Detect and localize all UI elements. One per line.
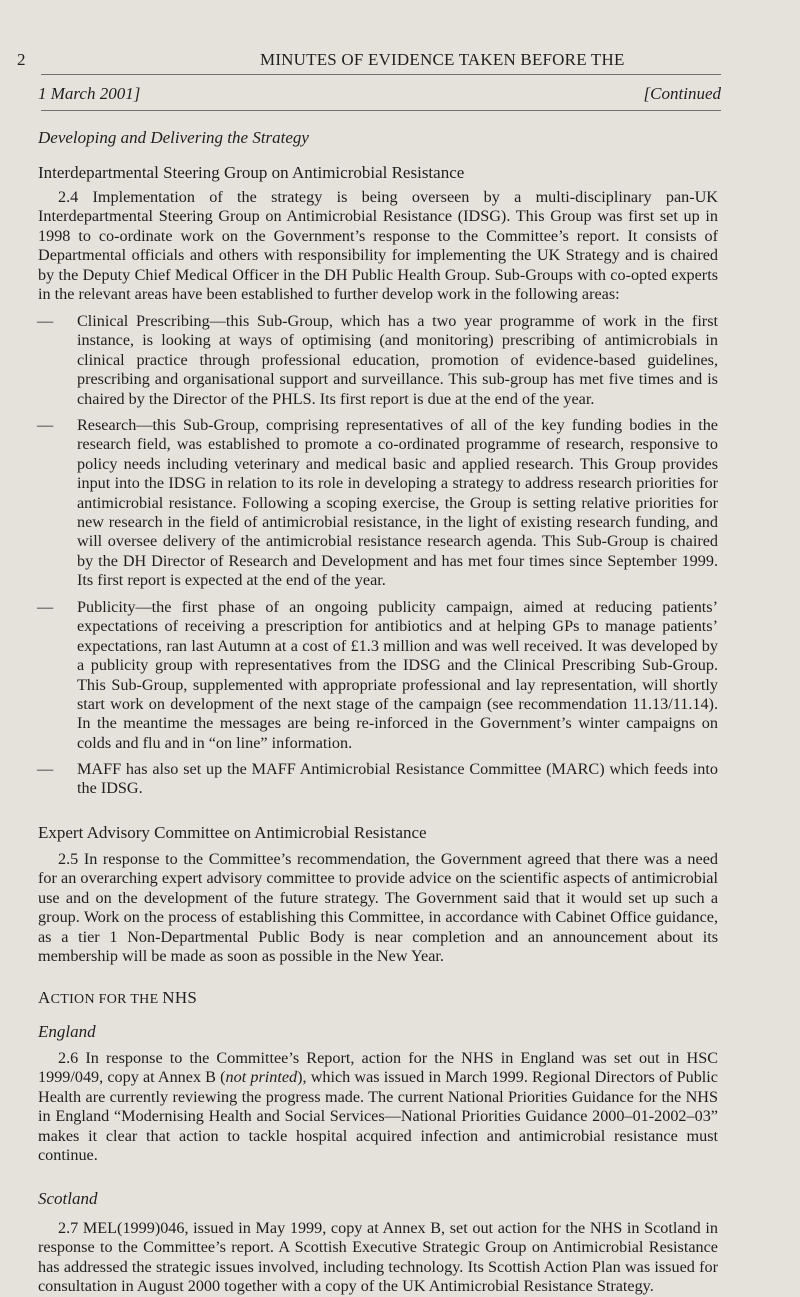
bullet-dash: — [37, 598, 54, 616]
bullet-text: Clinical Prescribing—this Sub-Group, which has a two year programme of work in the first instance, is looking at ways of optimising (and monitoring) prescribing of antimicrobials in clinical practice through professional education, promotion of evidence-based guidelines, prescribing and organisational support and surveillance. This sub-group has met five times and is chaired by the Director of the PHLS. Its first report is due at the end of the year. [77, 312, 718, 408]
date-line [38, 84, 721, 106]
bullet-maff [37, 760, 718, 799]
header-rule-top [41, 74, 721, 75]
bullet-text: Research—this Sub-Group, comprising representatives of all of the key funding bodies in the research field, was established to promote a co-ordinated programme of research, responsive to policy needs including veterinary and medical basic and applied research. This Group provides input into the IDSG in relation to its role in developing a strategy to address research priorities for antimicrobial resistance. Following a scoping exercise, the Group is setting relative priorities for new research in the field of antimicrobial resistance, in the light of existing research funding, and will oversee delivery of the antimicrobial resistance research agenda. This Sub-Group is chaired by the DH Director of Research and Development and has met four times since September 1999. Its first report is expected at the end of the year. [77, 416, 718, 590]
continued-label: [Continued [643, 84, 721, 103]
bullet-publicity [37, 598, 718, 753]
idsg-heading: Interdepartmental Steering Group on Antimicrobial Resistance [38, 163, 465, 182]
england-heading: England [38, 1022, 96, 1041]
not-printed-note: not printed [225, 1068, 298, 1087]
paragraph-2-6-part-b: ), which was issued in March 1999. Regional Directors of Public Health are currently reviewing the progress made. The current National Priorities Guidance for the NHS in England “Modernising Health and Social Services—National Priorities Guidance 2000–01-2002–03” makes it clear that action to tackle hospital acquired infection and antimicrobial resistance must continue. [38, 1068, 718, 1165]
heading-initial: A [38, 988, 51, 1007]
bullet-dash: — [37, 760, 54, 778]
bullet-dash: — [37, 312, 54, 330]
meeting-date: 1 March 2001] [38, 84, 141, 103]
running-title: MINUTES OF EVIDENCE TAKEN BEFORE THE [260, 50, 625, 69]
bullet-clinical-prescribing [37, 312, 718, 409]
bullet-text: MAFF has also set up the MAFF Antimicrobial Resistance Committee (MARC) which feeds into the IDSG. [77, 760, 718, 798]
paragraph-2-6 [38, 1049, 718, 1165]
bullet-research [37, 416, 718, 591]
scotland-heading: Scotland [38, 1189, 98, 1208]
expert-committee-heading: Expert Advisory Committee on Antimicrobial Resistance [38, 823, 427, 842]
paragraph-2-7: 2.7 MEL(1999)046, issued in May 1999, copy at Annex B, set out action for the NHS in Scotland in response to the Committee’s report. A Scottish Executive Strategic Group on Antimicrobial Resistance has addressed the strategic issues involved, including technology. Its Scottish Action Plan was issued for consultation in August 2000 together with a copy of the UK Antimicrobial Resistance Strategy. [38, 1219, 718, 1296]
heading-nhs: NHS [162, 988, 198, 1007]
bullet-text: Publicity—the first phase of an ongoing publicity campaign, aimed at reducing patients’ expectations of receiving a prescription for antibiotics and at helping GPs to manage patients’ expectations, ran last Autumn at a cost of £1.3 million and was well received. It was developed by a publicity group with representatives from the IDSG and the Clinical Prescribing Sub-Group. This Sub-Group, supplemented with appropriate professional and lay representation, will shortly start work on development of the next stage of the campaign (see recommendation 11.13/11.14). In the meantime the messages are being re-inforced in the Government’s winter campaigns on colds and flu and in “on line” information. [77, 598, 718, 752]
section-title: Developing and Delivering the Strategy [38, 128, 309, 147]
paragraph-2-6-part-a: 2.6 In response to the Committee’s Report, action for the NHS in England was set out in HSC 1999/049, copy at Annex B ( [38, 1049, 718, 1087]
paragraph-2-4: 2.4 Implementation of the strategy is being overseen by a multi-disciplinary pan-UK Interdepartmental Steering Group on Antimicrobial Resistance (IDSG). This Group was first set up in 1998 to co-ordinate work on the Government’s response to the Committee’s report. It consists of Departmental officials and others with responsibility for implementing the UK Strategy and is chaired by the Deputy Chief Medical Officer in the DH Public Health Group. Sub-Groups with co-opted experts in the relevant areas have been established to further develop work in the following areas: [38, 188, 718, 304]
action-for-nhs-heading [38, 988, 197, 1008]
page-number: 2 [17, 50, 26, 69]
bullet-dash: — [37, 416, 54, 434]
header-rule-bottom [41, 110, 721, 111]
running-header [0, 50, 800, 74]
paragraph-2-5: 2.5 In response to the Committee’s recommendation, the Government agreed that there was a need for an overarching expert advisory committee to provide advice on the scientific aspects of antimicrobial use and on the development of the future strategy. The Government said that it would set up such a group. Work on the process of establishing this Committee, in accordance with Cabinet Office guidance, as a tier 1 Non-Departmental Public Body is near completion and an announcement about its membership will be made as soon as possible in the New Year. [38, 850, 718, 966]
heading-small-caps: CTION FOR THE [50, 992, 163, 1007]
